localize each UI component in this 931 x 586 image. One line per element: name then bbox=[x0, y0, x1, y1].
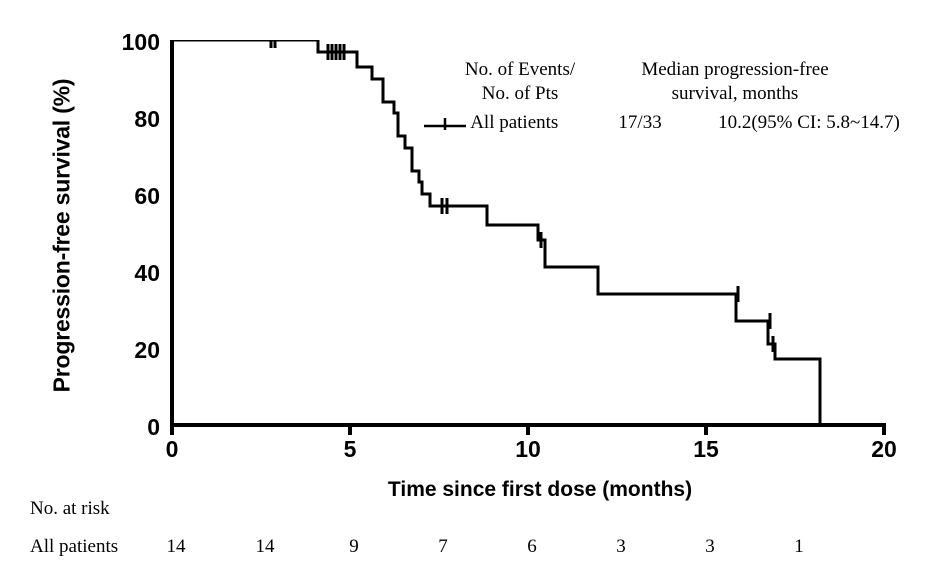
risk-value-1: 14 bbox=[255, 536, 275, 557]
y-tick-100: 100 bbox=[121, 29, 160, 55]
legend-header-median bbox=[620, 58, 850, 106]
legend-header-events-line1: No. of Events/ bbox=[464, 59, 576, 80]
legend-header-median-line1: Median progression-free bbox=[641, 59, 829, 80]
legend-header-events-line2: No. of Pts bbox=[481, 83, 559, 104]
legend-row-all-patients bbox=[420, 112, 920, 134]
x-axis-title: Time since first dose (months) bbox=[387, 478, 693, 501]
y-tick-60: 60 bbox=[134, 183, 160, 209]
legend-median-value: 10.2(95% CI: 5.8~14.7) bbox=[718, 112, 900, 133]
y-axis-title: Progression-free survival (%) bbox=[48, 78, 75, 393]
y-tick-20: 20 bbox=[134, 337, 160, 363]
risk-value-4: 6 bbox=[527, 536, 537, 557]
legend-events-value: 17/33 bbox=[618, 112, 662, 133]
legend-sample-line-icon bbox=[420, 115, 470, 131]
y-tick-40: 40 bbox=[134, 260, 160, 286]
x-tick-15: 15 bbox=[693, 436, 719, 462]
legend-header-events bbox=[420, 58, 620, 106]
risk-value-7: 1 bbox=[794, 536, 804, 557]
y-tick-0: 0 bbox=[147, 414, 160, 440]
risk-value-3: 7 bbox=[438, 536, 448, 557]
legend-series-label: All patients bbox=[470, 112, 559, 133]
x-tick-5: 5 bbox=[343, 436, 357, 462]
x-tick-10: 10 bbox=[515, 436, 541, 462]
y-tick-80: 80 bbox=[134, 106, 160, 132]
x-tick-20: 20 bbox=[871, 436, 897, 462]
x-tick-labels bbox=[0, 437, 931, 471]
legend-header-median-line2: survival, months bbox=[671, 83, 799, 104]
risk-value-2: 9 bbox=[349, 536, 359, 557]
risk-value-5: 3 bbox=[616, 536, 626, 557]
risk-table-row-label: All patients bbox=[30, 536, 119, 557]
risk-table-title: No. at risk bbox=[30, 498, 110, 519]
x-tick-0: 0 bbox=[165, 436, 179, 462]
legend bbox=[420, 58, 920, 134]
risk-value-0: 14 bbox=[166, 536, 186, 557]
risk-value-6: 3 bbox=[705, 536, 715, 557]
legend-header bbox=[420, 58, 920, 106]
